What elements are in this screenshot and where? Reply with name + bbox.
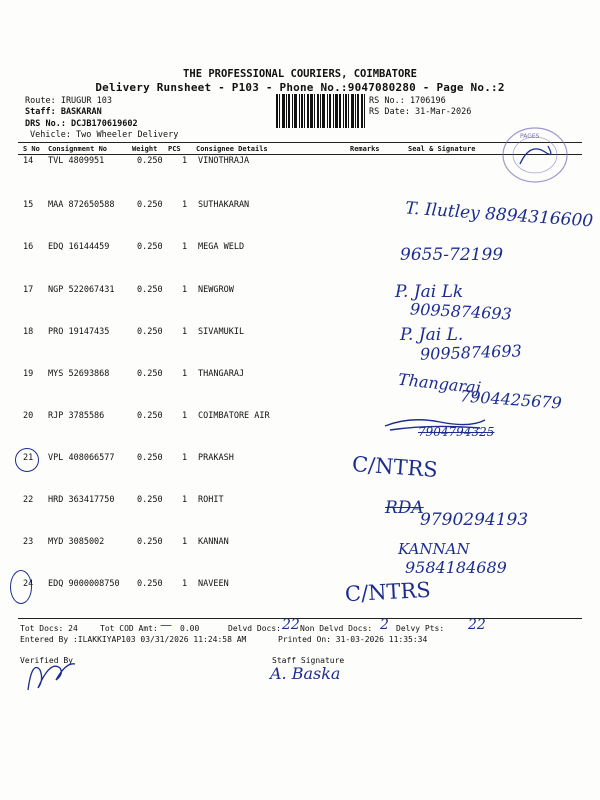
row-consignment: EDQ 9000008750 bbox=[48, 579, 120, 589]
header-bottom-rule bbox=[18, 154, 582, 155]
row-pcs: 1 bbox=[182, 285, 188, 295]
vehicle: Vehicle: Two Wheeler Delivery bbox=[30, 130, 179, 140]
row-consignee: PRAKASH bbox=[198, 453, 234, 463]
header-top-rule bbox=[18, 142, 582, 143]
col-consignment: Consignment No bbox=[48, 145, 108, 153]
total-cod-amount: 0.00 bbox=[180, 624, 200, 633]
row-sno: 14 bbox=[23, 156, 34, 166]
hw-signature-17-name: P. Jai Lk bbox=[395, 282, 464, 302]
row-weight: 0.250 bbox=[137, 453, 163, 463]
stamp-text: PAGES bbox=[520, 133, 540, 140]
row-sno: 21 bbox=[23, 453, 34, 463]
verified-by-label: Verified By bbox=[20, 656, 73, 665]
row-pcs: 1 bbox=[182, 411, 188, 421]
row-weight: 0.250 bbox=[137, 411, 163, 421]
route: Route: IRUGUR 103 bbox=[25, 96, 112, 106]
table-row bbox=[0, 453, 600, 467]
hw-cod-dash: — bbox=[160, 618, 172, 632]
table-row bbox=[0, 242, 600, 256]
hw-signature-22-phone: 9790294193 bbox=[420, 510, 529, 530]
row-consignment: VPL 408066577 bbox=[48, 453, 115, 463]
delivered-docs-label: Delvd Docs: bbox=[228, 624, 281, 633]
row-weight: 0.250 bbox=[137, 327, 163, 337]
barcode bbox=[276, 94, 366, 128]
row-weight: 0.250 bbox=[137, 537, 163, 547]
row-sno: 22 bbox=[23, 495, 34, 505]
table-row bbox=[0, 285, 600, 299]
row-consignment: MAA 872650588 bbox=[48, 200, 115, 210]
table-row bbox=[0, 369, 600, 383]
row-consignment: NGP 522067431 bbox=[48, 285, 115, 295]
table-row bbox=[0, 537, 600, 551]
col-weight: Weight bbox=[132, 145, 158, 153]
row-consignee: VINOTHRAJA bbox=[198, 156, 250, 166]
row-consignment: EDQ 16144459 bbox=[48, 242, 110, 252]
row-weight: 0.250 bbox=[137, 369, 163, 379]
staff: Staff: BASKARAN bbox=[25, 107, 102, 117]
row-consignment: PRO 19147435 bbox=[48, 327, 110, 337]
hw-signature-23-phone: 9584184689 bbox=[405, 558, 507, 577]
hw-signature-15: T. Ilutley 8894316600 bbox=[404, 198, 594, 232]
company-name: THE PROFESSIONAL COURIERS, COIMBATORE bbox=[183, 68, 417, 80]
row-pcs: 1 bbox=[182, 242, 188, 252]
table-row bbox=[0, 579, 600, 593]
hw-signature-18-name: P. Jai L. bbox=[400, 325, 464, 345]
row-consignment: HRD 363417750 bbox=[48, 495, 115, 505]
hw-signature-20: 7904794325 bbox=[418, 425, 495, 439]
hw-signature-17-phone: 9095874693 bbox=[409, 299, 513, 324]
row-pcs: 1 bbox=[182, 453, 188, 463]
col-remarks: Remarks bbox=[350, 145, 380, 153]
row-sno: 17 bbox=[23, 285, 34, 295]
rs-date: RS Date: 31-Mar-2026 bbox=[369, 107, 472, 117]
hw-delivered-docs: 22 bbox=[282, 617, 300, 633]
hw-signature-19-phone: 7904425679 bbox=[459, 386, 563, 413]
runsheet-title: Delivery Runsheet - P103 - Phone No.:9047080280 - Page No.:2 bbox=[95, 81, 505, 94]
row-consignment: RJP 3785586 bbox=[48, 411, 105, 421]
col-consignee: Consignee Details bbox=[196, 145, 268, 153]
hw-signature-23-name: KANNAN bbox=[398, 540, 470, 558]
staff-signature-label: Staff Signature bbox=[272, 656, 345, 665]
col-sno: S No bbox=[23, 145, 40, 153]
rs-number: RS No.: 1706196 bbox=[369, 96, 446, 106]
total-docs: Tot Docs: 24 bbox=[20, 624, 78, 633]
entered-by: Entered By :ILAKKIYAP103 03/31/2026 11:24:58 AM bbox=[20, 635, 247, 644]
row-consignment: MYD 3085002 bbox=[48, 537, 105, 547]
row-consignee: COIMBATORE AIR bbox=[198, 411, 270, 421]
row-pcs: 1 bbox=[182, 156, 188, 166]
hw-signature-18-phone: 9095874693 bbox=[419, 341, 523, 364]
hw-signature-22-name: RDA bbox=[385, 498, 424, 518]
row-pcs: 1 bbox=[182, 579, 188, 589]
total-cod-label: Tot COD Amt: bbox=[100, 624, 158, 633]
row-sno: 20 bbox=[23, 411, 34, 421]
row-sno: 16 bbox=[23, 242, 34, 252]
row-sno: 24 bbox=[23, 579, 34, 589]
hw-non-delivered-docs: 2 bbox=[380, 617, 389, 633]
table-row bbox=[0, 495, 600, 509]
footer-rule bbox=[18, 618, 582, 619]
col-pcs: PCS bbox=[168, 145, 181, 153]
row-consignee: ROHIT bbox=[198, 495, 224, 505]
row-weight: 0.250 bbox=[137, 495, 163, 505]
row-consignee: SUTHAKARAN bbox=[198, 200, 250, 210]
row-weight: 0.250 bbox=[137, 242, 163, 252]
table-row bbox=[0, 327, 600, 341]
row-weight: 0.250 bbox=[137, 156, 163, 166]
row-pcs: 1 bbox=[182, 200, 188, 210]
row-consignment: TVL 4809951 bbox=[48, 156, 105, 166]
row-consignment: MYS 52693868 bbox=[48, 369, 110, 379]
non-delivered-docs-label: Non Delvd Docs: bbox=[300, 624, 373, 633]
staff-signature: A. Baska bbox=[270, 664, 341, 683]
row-pcs: 1 bbox=[182, 369, 188, 379]
hw-signature-16: 9655-72199 bbox=[400, 245, 504, 265]
delivery-points-label: Delvy Pts: bbox=[396, 624, 445, 633]
printed-on: Printed On: 31-03-2026 11:35:34 bbox=[278, 635, 428, 644]
row-pcs: 1 bbox=[182, 327, 188, 337]
pen-circle-21 bbox=[15, 448, 39, 472]
col-seal-signature: Seal & Signature bbox=[408, 145, 476, 153]
row-consignee: THANGARAJ bbox=[198, 369, 245, 379]
table-row bbox=[0, 411, 600, 425]
row-sno: 23 bbox=[23, 537, 34, 547]
row-weight: 0.250 bbox=[137, 285, 163, 295]
hw-signature-19-name: Thangaraj bbox=[397, 369, 482, 398]
row-sno: 15 bbox=[23, 200, 34, 210]
row-sno: 18 bbox=[23, 327, 34, 337]
row-sno: 19 bbox=[23, 369, 34, 379]
row-pcs: 1 bbox=[182, 495, 188, 505]
verifier-signature bbox=[20, 650, 80, 695]
hw-signature-24: C/NTRS bbox=[344, 577, 432, 607]
hw-scribble-20 bbox=[380, 414, 490, 436]
hw-delivery-points: 22 bbox=[468, 617, 486, 633]
hw-signature-21: C/NTRS bbox=[351, 452, 439, 482]
row-consignee: KANNAN bbox=[198, 537, 229, 547]
drs-number: DRS No.: DCJB170619602 bbox=[25, 119, 138, 129]
row-consignee: NEWGROW bbox=[198, 285, 234, 295]
row-consignee: SIVAMUKIL bbox=[198, 327, 245, 337]
row-weight: 0.250 bbox=[137, 200, 163, 210]
row-consignee: NAVEEN bbox=[198, 579, 229, 589]
delivery-stamp bbox=[500, 124, 570, 186]
row-weight: 0.250 bbox=[137, 579, 163, 589]
row-consignee: MEGA WELD bbox=[198, 242, 245, 252]
pen-circle-24 bbox=[10, 570, 32, 604]
row-pcs: 1 bbox=[182, 537, 188, 547]
